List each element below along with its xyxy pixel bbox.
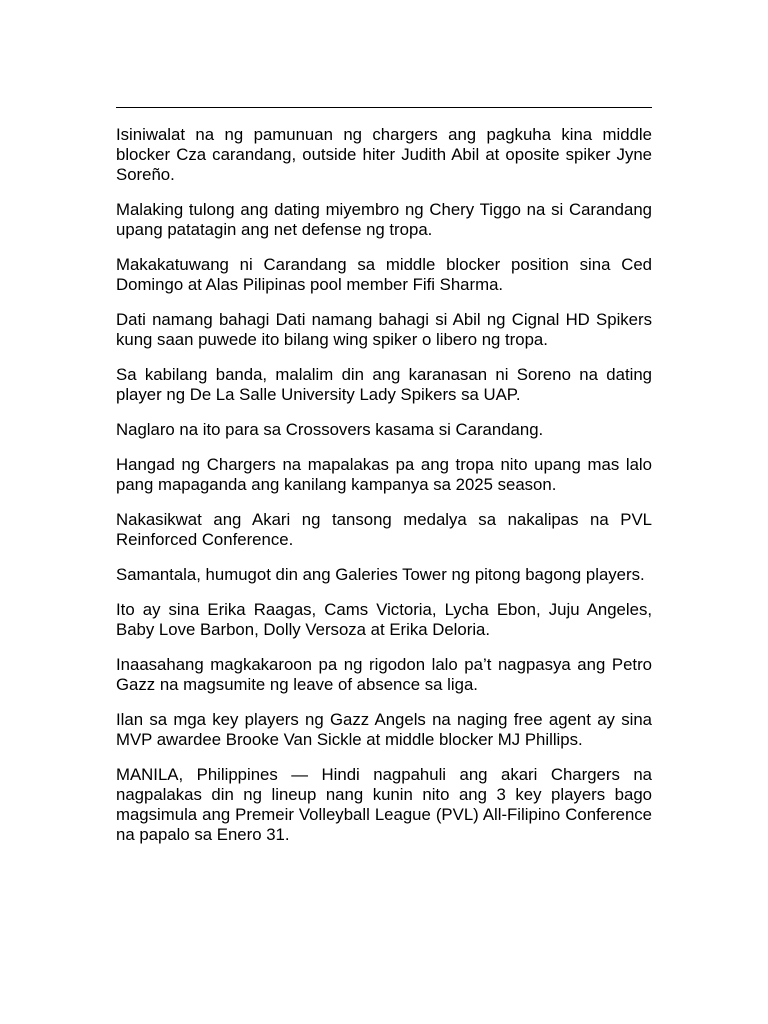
paragraph-7: Hangad ng Chargers na mapalakas pa ang tropa nito upang mas lalo pang mapaganda ang kanilang kampanya sa 2025 season. bbox=[116, 455, 652, 494]
paragraph-4: Dati namang bahagi Dati namang bahagi si Abil ng Cignal HD Spikers kung saan puwede ito bilang wing spiker o libero ng tropa. bbox=[116, 310, 652, 349]
paragraph-10: Ito ay sina Erika Raagas, Cams Victoria, Lycha Ebon, Juju Angeles, Baby Love Barbon, Dolly Versoza at Erika Deloria. bbox=[116, 600, 652, 639]
paragraph-13: MANILA, Philippines — Hindi nagpahuli ang akari Chargers na nagpalakas din ng lineup nang kunin nito ang 3 key players bago magsimula ang Premeir Volleyball League (PVL) All-Filipino Conference na papalo sa Enero 31. bbox=[116, 765, 652, 844]
paragraph-8: Nakasikwat ang Akari ng tansong medalya sa nakalipas na PVL Reinforced Conference. bbox=[116, 510, 652, 549]
paragraph-2: Malaking tulong ang dating miyembro ng Chery Tiggo na si Carandang upang patatagin ang net defense ng tropa. bbox=[116, 200, 652, 239]
paragraph-3: Makakatuwang ni Carandang sa middle blocker position sina Ced Domingo at Alas Pilipinas pool member Fifi Sharma. bbox=[116, 255, 652, 294]
paragraph-1: Isiniwalat na ng pamunuan ng chargers ang pagkuha kina middle blocker Cza carandang, outside hiter Judith Abil at oposite spiker Jyne Soreño. bbox=[116, 125, 652, 184]
paragraph-12: Ilan sa mga key players ng Gazz Angels na naging free agent ay sina MVP awardee Brooke Van Sickle at middle blocker MJ Phillips. bbox=[116, 710, 652, 749]
paragraph-5: Sa kabilang banda, malalim din ang karanasan ni Soreno na dating player ng De La Salle University Lady Spikers sa UAP. bbox=[116, 365, 652, 404]
paragraph-9: Samantala, humugot din ang Galeries Tower ng pitong bagong players. bbox=[116, 565, 645, 584]
paragraph-6: Naglaro na ito para sa Crossovers kasama si Carandang. bbox=[116, 420, 544, 439]
document-page bbox=[116, 107, 652, 860]
paragraph-11: Inaasahang magkakaroon pa ng rigodon lalo pa’t nagpasya ang Petro Gazz na magsumite ng leave of absence sa liga. bbox=[116, 655, 652, 694]
header-rule bbox=[116, 107, 652, 108]
